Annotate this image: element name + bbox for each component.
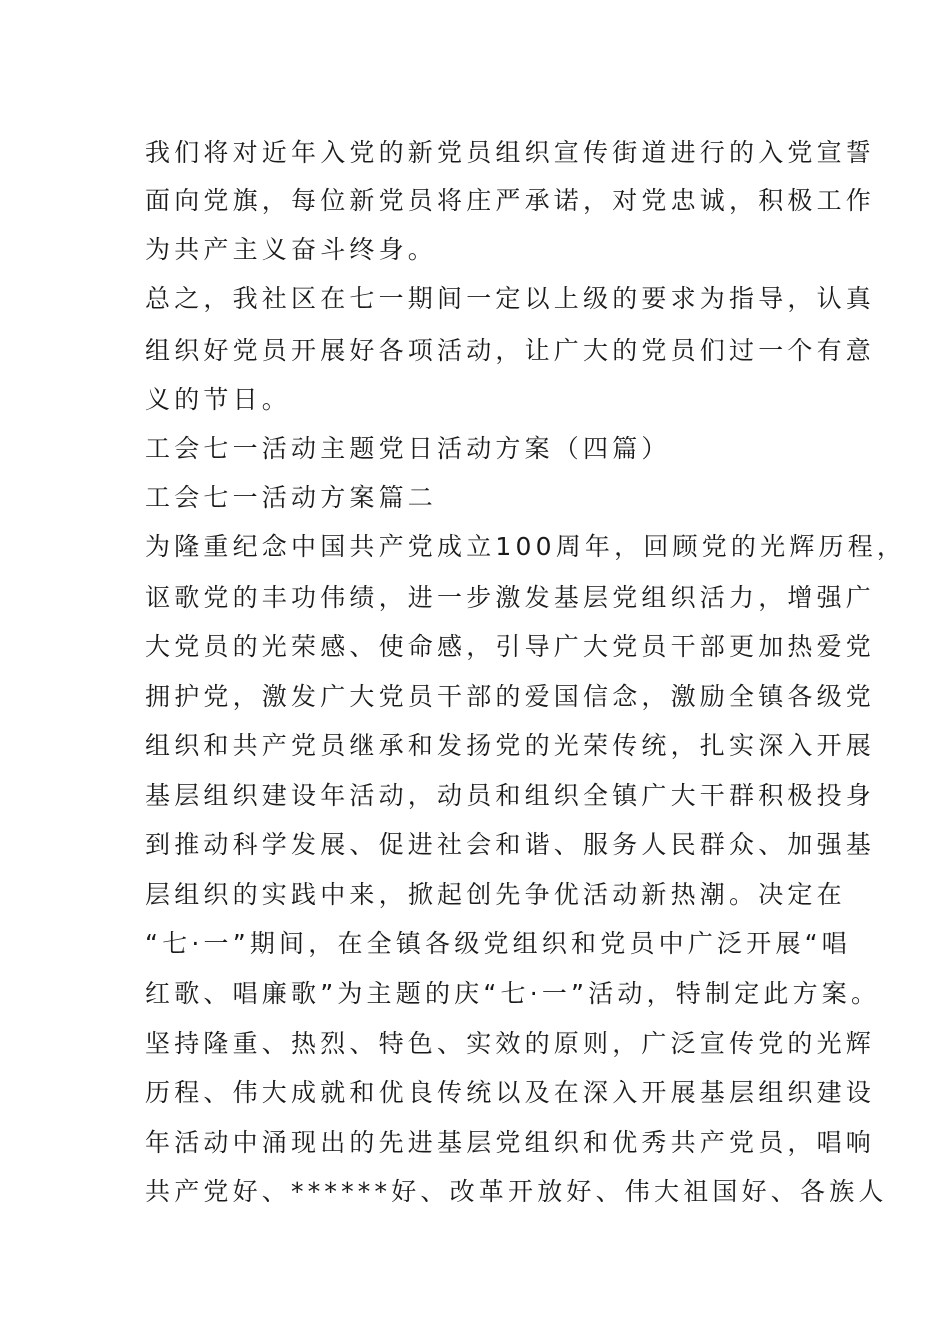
text-line: 年活动中涌现出的先进基层党组织和优秀共产党员，唱响 [145,1128,876,1157]
section-subheading: 工会七一活动方案篇二 [145,483,438,512]
text-line: 基层组织建设年活动，动员和组织全镇广大干群积极投身 [145,781,876,810]
text-line: 为隆重纪念中国共产党成立100周年，回顾党的光辉历程， [145,532,907,561]
text-line: 面向党旗，每位新党员将庄严承诺，对党忠诚，积极工作 [145,186,876,215]
text-line: 义的节日。 [145,385,292,414]
text-line: 组织好党员开展好各项活动，让广大的党员们过一个有意 [145,336,876,365]
text-line: 历程、伟大成就和优良传统以及在深入开展基层组织建设 [145,1078,876,1107]
section-heading: 工会七一活动主题党日活动方案（四篇） [145,434,671,463]
text-line: 我们将对近年入党的新党员组织宣传街道进行的入党宣誓 [145,138,876,167]
text-line: 讴歌党的丰功伟绩，进一步激发基层党组织活力，增强广 [145,583,876,612]
text-line: 拥护党，激发广大党员干部的爱国信念，激励全镇各级党 [145,682,876,711]
text-line: 为共产主义奋斗终身。 [145,235,438,264]
text-line: 总之，我社区在七一期间一定以上级的要求为指导，认真 [145,284,876,313]
text-line: 到推动科学发展、促进社会和谐、服务人民群众、加强基 [145,830,876,859]
text-line: “七·一”期间，在全镇各级党组织和党员中广泛开展“唱 [145,929,852,958]
text-line: 组织和共产党员继承和发扬党的光荣传统，扎实深入开展 [145,731,876,760]
text-line: 坚持隆重、热烈、特色、实效的原则，广泛宣传党的光辉 [145,1029,876,1058]
text-line: 层组织的实践中来，掀起创先争优活动新热潮。决定在 [145,880,846,909]
text-line: 大党员的光荣感、使命感，引导广大党员干部更加热爱党 [145,632,876,661]
text-line: 共产党好、******好、改革开放好、伟大祖国好、各族人 [145,1177,888,1206]
text-line: 红歌、唱廉歌”为主题的庆“七·一”活动，特制定此方案。 [145,979,881,1008]
